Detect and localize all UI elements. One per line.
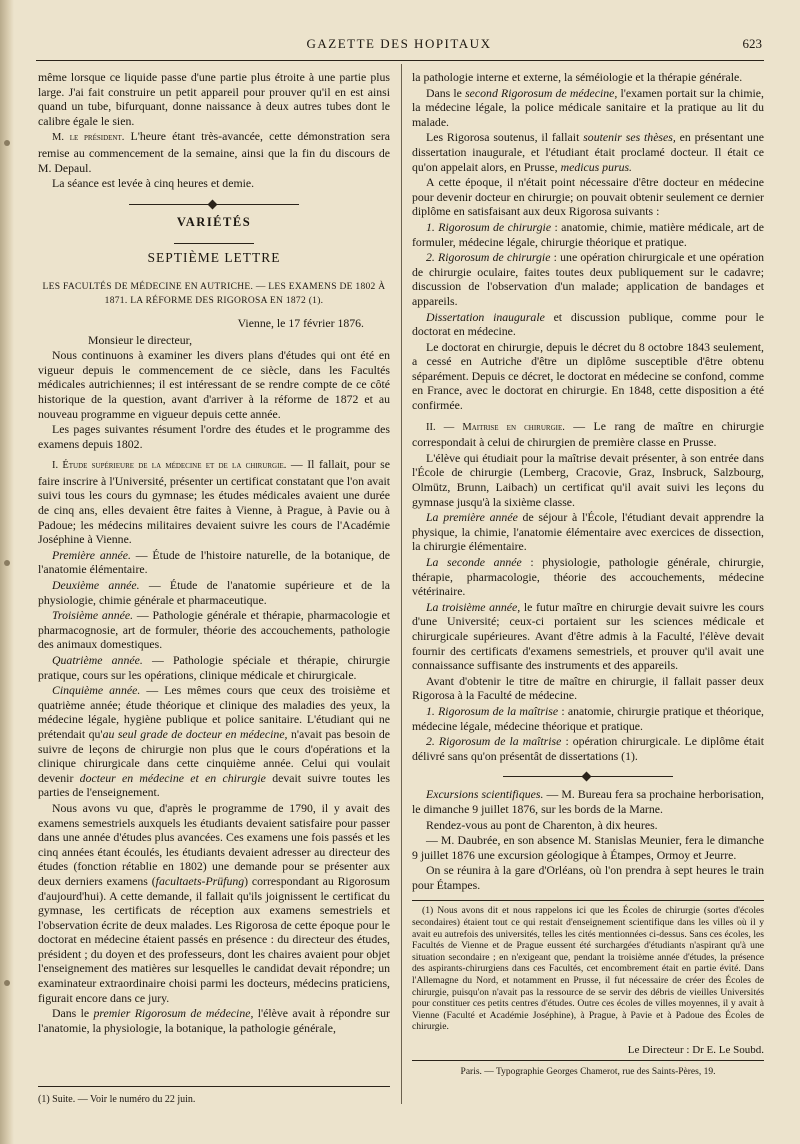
year-label: Cinquième année. — [52, 683, 141, 698]
left-column — [38, 70, 390, 1036]
printer-imprint: Paris. — Typographie Georges Chamerot, rue des Saints-Pères, 19. — [460, 1066, 716, 1077]
paragraph-text: L'heure étant très-avancée, cette démonstration sera remise au commencement de la semaine, ainsi que la fin du discours de M. Depaul. — [38, 129, 390, 175]
footnote-rule — [412, 900, 764, 901]
paragraph — [38, 1006, 390, 1035]
paragraph — [412, 86, 764, 130]
paragraph — [38, 608, 390, 652]
section-label: II. — Maitrise en chirurgie. — [426, 421, 565, 433]
year-label: Deuxième année. — [52, 578, 140, 593]
item-label: 2. Rigorosum de la maîtrise — [426, 734, 562, 749]
paragraph — [412, 250, 764, 308]
newspaper-title: GAZETTE DES HOPITAUX — [306, 36, 492, 51]
paragraph — [412, 419, 764, 450]
paragraph — [412, 704, 764, 733]
paragraph-text: : opération chirurgicale. Le diplôme était délivré sans qu'on présentât de dissertations (1). — [412, 734, 765, 763]
paragraph-text: le futur maître en chirurgie devait suivre les cours d'une Université; ceux-ci portaient sur les sciences médicale et chirurgicale supérieures. Avant d'être admis à la Faculté, l'élève devait fournir des certificats d'examens semestriels, et prouver qu'il avait une connaissance suffisante des instruments et des appareils. — [412, 599, 764, 673]
paragraph-text: l'examen portait sur la chimie, la médecine légale, la police médicale sanitaire et la pratique au lit du malade. — [412, 85, 764, 129]
paragraph-text: devait suivre toutes les parties de l'enseignement. — [38, 770, 390, 800]
paragraph: La séance est levée à cinq heures et demie. — [52, 176, 255, 191]
paragraph-text: — M. Bureau fera sa prochaine herborisation, le dimanche 9 juillet 1876, sur les bords de la Marne. — [412, 787, 765, 816]
binding-hole — [4, 980, 10, 986]
paragraph-text: ) correspondant au Rigorosum d'aujourd'hui). A cette demande, il fallait qu'ils joignissent le certificat du gymnase, les certificats de réception aux examens semestriels et l'observation écrite de deux malades. Les Rigorosa de cette époque pour le doctorat en médecine étaient passés en présence : du directeur des études, président ; du doyen et des professeurs, dont les chaires avaient pour objet l'enseignement des matières sur lesquelles le candidat devait répondre; un examinateur extraordinaire choisi parmi les docteurs, médecins praticiens, figurait encore dans ce jury. — [38, 873, 390, 1005]
paragraph-text: — Les mêmes cours que ceux des troisième et quatrième année; étude théorique et clinique des maladies des yeux, la médecine légale, hygiène publique et police sanitaire. L'étudiant qui ne prétendait qu' — [38, 683, 390, 741]
paragraph-text: en présentant une dissertation inaugurale, et l'étudiant était proclamé docteur. Il était ce qu'on appelait alors, en Prusse, — [412, 130, 765, 174]
paragraph-text: — Le rang de maître en chirurgie correspondait à celui de chirurgien de première classe en Prusse. — [412, 418, 764, 450]
paragraph — [412, 310, 764, 339]
paragraph — [38, 129, 390, 175]
article-subtitle: LES FACULTÉS DE MÉDECINE EN AUTRICHE. — LES EXAMENS DE 1802 À 1871. LA RÉFORME DES RIGOROSA EN 1872 (1). — [42, 281, 386, 306]
binding-hole — [4, 140, 10, 146]
paragraph — [412, 510, 764, 554]
paragraph-text: : physiologie, pathologie générale, chirurgie, thérapie, pharmacologie, théorie des accouchements, médecine vétérinaire. — [412, 555, 764, 599]
paragraph — [412, 787, 764, 816]
paragraph — [412, 600, 764, 673]
divider — [174, 243, 254, 244]
dateline: Vienne, le 17 février 1876. — [237, 315, 364, 330]
paragraph-italic: second Rigorosum de médecine, — [465, 85, 618, 100]
paragraph — [412, 220, 764, 249]
paragraph-text: : anatomie, chirurgie pratique et théorique, médecine légale, médecine théorique et pratique. — [412, 703, 765, 733]
footnote-text: (1) Nous avons dit et nous rappelons ici que les Écoles de chirurgie (sortes d'écoles secondaires) étaient tout ce qui restait d'enseignement scientifique dans les villes où il y avait eu autrefois des universités, telles les cités mentionnées ci-dessus. Sans ces écoles, les Facultés de Vienne et de Prague eussent été surchargées d'étudiants n'aspirant qu'à une situation secondaire ; en n'exigeant que, pendant la troisième année d'études, la présence des aspirants-chirurgiens dans ces Facultés, cet encombrement était en partie évité. Dans l'Allemagne du Nord, et notamment en Prusse, il fut nécessaire de créer des Écoles de chirurgie, puisqu'on n'avait pas la ressource de se servir des débris de vieilles Universités pour constituer ces petits centres d'études. Outre ces écoles de villes moyennes, il y avait à Vienne (Faculté et Académie Joséphine), à Prague, à Pavie et à Padoue des Écoles de chirurgie. — [412, 905, 764, 1033]
paragraph — [412, 555, 764, 599]
paragraph — [38, 683, 390, 800]
footnote: (1) Suite. — Voir le numéro du 22 juin. — [38, 1094, 196, 1105]
paragraph — [38, 548, 390, 577]
paragraph: même lorsque ce liquide passe d'une partie plus étroite à une partie plus large. J'ai fait construire un petit appareil pour prouver qu'il en est ainsi quand un tube, bifurquant, donne naissance à deux autres tubes dont le calibre égale le sien. — [38, 70, 390, 128]
paragraph-italic: facultaets-Prüfung — [155, 873, 245, 888]
right-column — [412, 70, 764, 1079]
year-label: Quatrième année. — [52, 653, 143, 667]
paragraph-text: Dans le — [52, 1006, 94, 1021]
paragraph-text: — Pathologie spéciale et thérapie, chirurgie pratique, cours sur les opérations, clinique médicale et chirurgicale. — [38, 653, 390, 682]
page-header — [34, 36, 764, 58]
paragraph-text: — Pathologie générale et thérapie, pharmacologie et pharmacognosie, art de formuler, théorie des accouchements, pathologie des animaux domestiques. — [38, 608, 390, 652]
paragraph-italic: au seul grade de docteur en médecine, — [102, 726, 288, 741]
item-label: 1. Rigorosum de la maîtrise — [426, 703, 559, 718]
paragraph: L'élève qui étudiait pour la maîtrise devait présenter, à son entrée dans l'École de chirurgie (Lemberg, Cracovie, Graz, Insbruck, Salzbourg, Olmütz, Brunn, Laibach) un certificat qu'il avait suivi les leçons du gymnase jusqu'à la sixième classe. — [412, 450, 764, 509]
paragraph — [38, 653, 390, 682]
page-binding — [0, 0, 14, 1144]
section-title: VARIÉTÉS — [176, 214, 252, 229]
item-label: 2. Rigorosum de chirurgie — [426, 250, 551, 265]
letter-title: SEPTIÈME LETTRE — [147, 250, 281, 266]
paragraph-text: l'élève avait à répondre sur l'anatomie, la physiologie, la botanique, la pathologie générale, — [38, 1006, 390, 1035]
printer-rule — [412, 1060, 764, 1061]
paragraph: On se réunira à la gare d'Orléans, où l'on prendra à sept heures le train pour Étampes. — [412, 863, 764, 892]
header-rule — [36, 60, 764, 61]
item-label: La seconde année — [426, 555, 522, 569]
speaker-label: M. le président. — [52, 132, 125, 144]
item-label: 1. Rigorosum de chirurgie — [426, 219, 552, 234]
paragraph — [38, 578, 390, 607]
section-label: I. Étude supérieure de la médecine et de la chirurgie. — [52, 460, 287, 472]
paragraph-italic: medicus purus. — [560, 159, 633, 174]
ornament-divider — [503, 773, 673, 779]
paragraph-italic: premier Rigorosum de médecine, — [93, 1006, 254, 1021]
item-label: La troisième année, — [426, 599, 521, 614]
paragraph — [38, 801, 390, 1005]
paragraph-text: : anatomie, chimie, matière médicale, art de formuler, médecine légale, chirurgie théorique et pratique. — [412, 219, 764, 249]
paragraph — [412, 734, 764, 763]
paragraph-text: n'avait pas besoin de suivre de leçons de chirurgie non plus que le cours d'opérations et la clinique chirurgicale dans cette cinquième année. Celui qui voulait devenir — [38, 726, 390, 785]
year-label: Troisième année. — [52, 608, 134, 623]
paragraph — [38, 457, 390, 547]
page-number: 623 — [742, 36, 762, 51]
paragraph-text: — Étude de l'histoire naturelle, de la botanique, de l'anatomie élémentaire. — [38, 547, 391, 577]
salutation: Monsieur le directeur, — [88, 332, 193, 347]
paragraph-italic: docteur en médecine et en chirurgie — [79, 770, 266, 785]
year-label: Première année. — [52, 547, 131, 562]
paragraph: Avant d'obtenir le titre de maître en chirurgie, il fallait passer deux Rigorosa à la Faculté de médecine. — [412, 673, 764, 703]
paragraph: Le doctorat en chirurgie, depuis le décret du 8 octobre 1843 seulement, a cessé en Autriche d'être un diplôme susceptible d'être obtenu séparément. Depuis ce décret, le doctorat en médecine se confond, comme en France, avec le doctorat en chirurgie. En 1848, cette disposition a été confirmée. — [412, 339, 764, 413]
paragraph: Rendez-vous au pont de Charenton, à dix heures. — [426, 817, 658, 832]
paragraph: Nous continuons à examiner les divers plans d'études qui ont été en vigueur depuis le commencement de ce siècle, dans les Facultés médicales autrichiennes; il est intéressant de se rendre compte de ce côté historique de la question, avant d'arriver à la réforme de 1872 et au nouveau programme en vigueur depuis cette année. — [38, 348, 390, 421]
director-signature: Le Directeur : Dr E. Le Soubd. — [627, 1044, 764, 1056]
item-label: La première année — [426, 510, 518, 525]
item-label: Dissertation inaugurale — [426, 309, 545, 324]
paragraph: — M. Daubrée, en son absence M. Stanislas Meunier, fera le dimanche 9 juillet 1876 une excursion géologique à Étampes, Ormoy et Jeurre. — [412, 833, 764, 862]
paragraph-text: — Il fallait, pour se faire inscrire à l'Université, présenter un certificat constatant que l'on avait suivi tous les cours du gymnase; les études médicales avaient une durée de cinq ans, elles devaient être faites à Vienne, à Prague, à Pavie ou à Padoue; les médecins militaires devaient suivre les cours de l'Académie Joséphine à Vienne. — [38, 457, 390, 547]
paragraph — [412, 130, 764, 174]
paragraph-text: Nous avons vu que, d'après le programme de 1790, il y avait des examens semestriels auxquels les étudiants devaient satisfaire pour passer dans une année d'études plus avancées. Ces examens une fois passés et les cinq années étant écoulés, les étudiants devaient adresser au directeur des études (fonction rétablie en 1802) une demande pour se présenter aux deux derniers examens ( — [38, 800, 390, 888]
paragraph-text: de séjour à l'École, l'étudiant devait apprendre la physique, la chimie, l'anatomie élémentaire avec exercices de dissection, la chirurgie élémentaire. — [412, 510, 764, 554]
paragraph-text: : une opération chirurgicale et une opération de chirurgie oculaire, faites toutes deux publiquement sur le cadavre; discussion de l'observation d'un malade; application de bandages et appareils. — [412, 250, 765, 308]
paragraph-italic: soutenir ses thèses, — [583, 130, 676, 145]
paragraph-text: Les Rigorosa soutenus, il fallait — [426, 130, 584, 145]
paragraph: la pathologie interne et externe, la séméiologie et la thérapie générale. — [412, 70, 743, 84]
paragraph-text: — Étude de l'anatomie supérieure et de la physiologie, chimie générale et pharmaceutique. — [38, 578, 390, 607]
paragraph-text: Dans le — [426, 85, 466, 100]
column-divider — [401, 64, 402, 1104]
paragraph: A cette époque, il n'était point nécessaire d'être docteur en médecine pour devenir docteur en chirurgie; on pouvait obtenir seulement ce dernier diplôme en satisfaisant aux deux Rigorosa suivants : — [412, 175, 764, 219]
paragraph-text: et discussion publique, comme pour le doctorat en médecine. — [412, 309, 764, 339]
footnote — [412, 905, 764, 1033]
ornament-divider — [129, 201, 299, 207]
paragraph: Les pages suivantes résument l'ordre des études et le programme des examens depuis 1802. — [38, 422, 390, 451]
footnote-rule — [38, 1086, 390, 1087]
item-label: Excursions scientifiques. — [426, 787, 544, 802]
binding-hole — [4, 560, 10, 566]
